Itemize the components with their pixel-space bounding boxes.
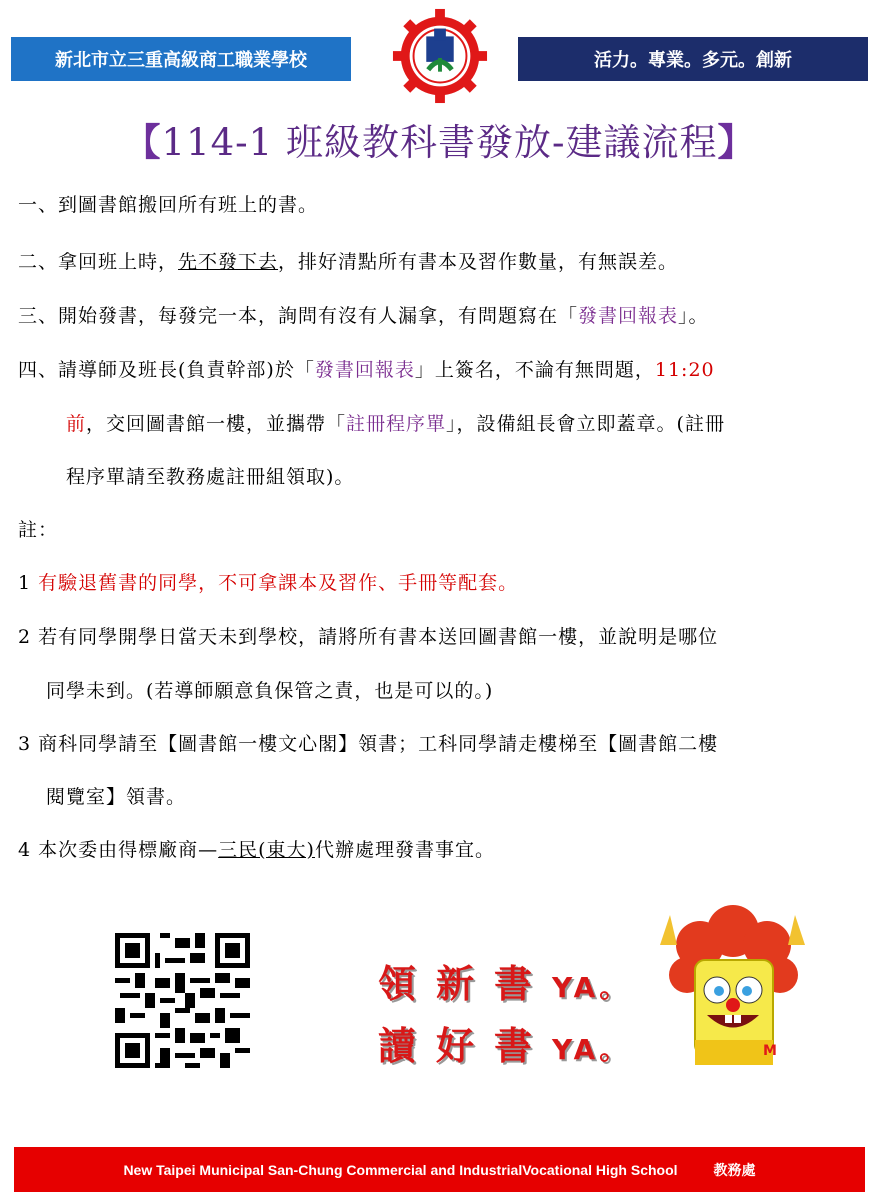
step-4-before: 前 [66, 413, 87, 435]
slogan-ya-2: YA。 [552, 1033, 632, 1066]
motto: 活力。專業。多元。創新 [594, 50, 792, 71]
step-4-time: 11:20 [654, 359, 715, 381]
motto-banner [518, 37, 868, 81]
note-3 [18, 729, 718, 756]
slogan-line-1 [378, 953, 631, 1008]
note-4-vendor: 三民(東大) [218, 839, 315, 861]
title-close-bracket: 】 [717, 120, 756, 164]
note-3-line-2 [46, 782, 186, 809]
footer-school-en: New Taipei Municipal San-Chung Commercial and IndustrialVocational High School [123, 1161, 678, 1178]
slogan-ya-1: YA。 [552, 971, 632, 1004]
step-1-text: 一、到圖書館搬回所有班上的書。 [18, 194, 319, 216]
step-4-form-name: 發書回報表 [314, 359, 415, 381]
note-2-text-b: 同學未到。(若導師願意負保管之責，也是可以的。) [46, 680, 494, 702]
step-4-text-d: 」，設備組長會立即蓋章。(註冊 [446, 413, 725, 435]
step-4 [18, 355, 715, 382]
notes-label [18, 515, 58, 542]
note-4-text-a: 4 本次委由得標廠商— [18, 839, 219, 861]
notes-label-text: 註： [18, 519, 59, 541]
clown-mascot-icon [645, 905, 820, 1070]
slogan-line-2 [378, 1015, 631, 1070]
note-1-number: 1 [18, 572, 32, 594]
step-1 [18, 190, 318, 217]
footer-office: 教務處 [713, 1161, 756, 1178]
footer-bar [14, 1147, 865, 1192]
step-3-form-name: 發書回報表 [578, 305, 679, 327]
note-1 [18, 568, 518, 595]
note-3-text-b: 閱覽室】領書。 [46, 786, 187, 808]
note-2 [18, 622, 718, 649]
step-2 [18, 247, 678, 274]
step-4-form-name-2: 註冊程序單 [346, 413, 447, 435]
note-2-line-2 [46, 676, 493, 703]
page-title [0, 112, 879, 166]
note-4-text-b: 代辦處理發書事宜。 [314, 839, 495, 861]
step-4-line-3 [66, 462, 354, 489]
school-name: 新北市立三重高級商工職業學校 [55, 50, 307, 71]
step-4-text-b: 」上簽名，不論有無問題， [414, 359, 655, 381]
slogan-line-1-text: 領新書 [378, 961, 553, 1006]
step-2-text-a: 二、拿回班上時， [18, 251, 179, 273]
step-3-text-b: 」。 [678, 305, 709, 327]
step-3 [18, 301, 709, 328]
note-2-text-a: 2 若有同學開學日當天未到學校，請將所有書本送回圖書館一樓，並說明是哪位 [18, 626, 719, 648]
note-3-text-a: 3 商科同學請至【圖書館一樓文心閣】領書；工科同學請走樓梯至【圖書館二樓 [18, 733, 719, 755]
step-3-text-a: 三、開始發書，每發完一本，詢問有沒有人漏拿，有問題寫在「 [18, 305, 579, 327]
school-name-banner [11, 37, 351, 81]
step-4-text-a: 四、請導師及班長(負責幹部)於「 [18, 359, 315, 381]
svg-text:M: M [763, 1043, 777, 1059]
step-4-text-e: 程序單請至教務處註冊組領取)。 [66, 466, 355, 488]
step-4-line-2 [66, 409, 725, 436]
title-text: 114-1 班級教科書發放-建議流程 [161, 121, 718, 164]
step-2-text-b: ，排好清點所有書本及習作數量，有無誤差。 [278, 251, 679, 273]
qr-code-icon [115, 933, 250, 1068]
step-4-text-c: ，交回圖書館一樓，並攜帶「 [86, 413, 347, 435]
school-emblem-icon [391, 7, 489, 105]
note-4 [18, 835, 495, 862]
title-open-bracket: 【 [123, 120, 162, 164]
step-2-underline: 先不發下去 [178, 251, 279, 273]
slogan-line-2-text: 讀好書 [378, 1023, 553, 1068]
note-1-text: 有驗退舊書的同學，不可拿課本及習作、手冊等配套。 [38, 572, 519, 594]
